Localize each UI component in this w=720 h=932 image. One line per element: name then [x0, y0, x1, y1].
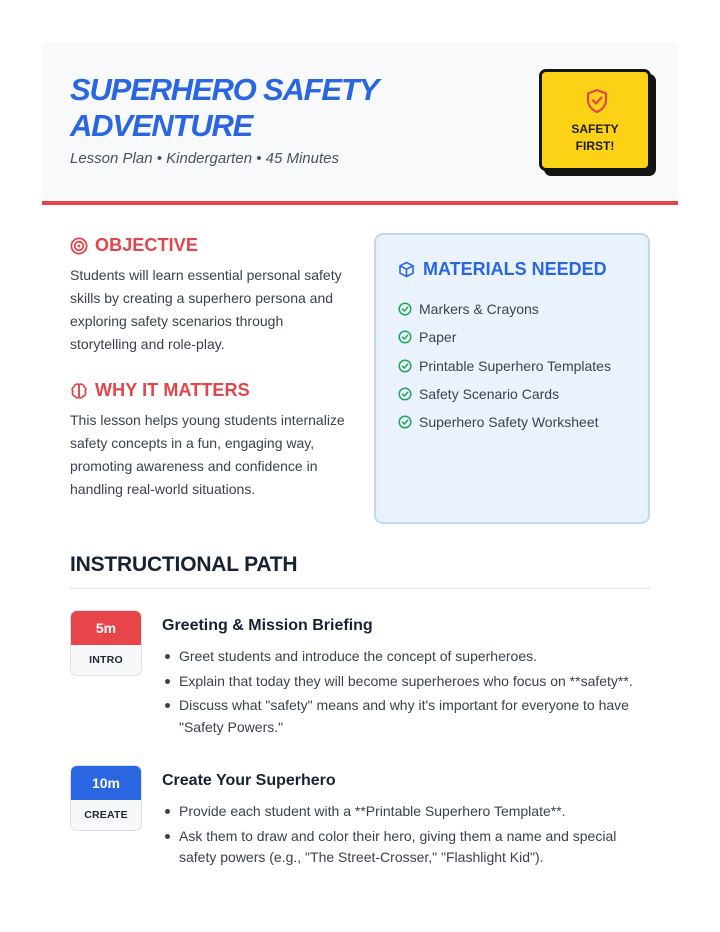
step-phase-label: INTRO [89, 654, 123, 666]
why-heading [70, 380, 250, 401]
objective-title: OBJECTIVE [95, 235, 198, 255]
badge-text: SAFETY FIRST! [571, 122, 619, 153]
material-label: Superhero Safety Worksheet [419, 414, 599, 431]
target-icon [70, 237, 88, 255]
page-subtitle: Lesson Plan • Kindergarten • 45 Minutes [70, 150, 339, 167]
materials-heading [398, 259, 607, 280]
step-create [70, 765, 650, 880]
list-item [398, 323, 611, 351]
instructional-path-title: INSTRUCTIONAL PATH [70, 553, 298, 576]
check-circle-icon [398, 387, 412, 401]
shield-icon [585, 88, 609, 114]
objective-text: Students will learn essential personal safety skills by creating a superhero persona and exploring safety scenarios through storytelling and role-play. [70, 267, 342, 352]
why-text: This lesson helps young students internalize safety concepts in a fun, engaging way, promoting awareness and confidence in handling real-world situations. [70, 412, 345, 497]
step-title: Create Your Superhero [162, 772, 336, 789]
material-label: Printable Superhero Templates [419, 357, 611, 374]
list-item [398, 408, 611, 436]
list-item: Ask them to draw and color their hero, giving them a name and special safety powers (e.g., "The Street-Crosser," "Flashlight Kid"). [162, 826, 652, 869]
step-time-tag [70, 765, 142, 831]
header-divider [42, 201, 678, 205]
page-title: SUPERHERO SAFETY ADVENTURE [70, 72, 378, 143]
step-phase-label: CREATE [84, 809, 128, 821]
material-label: Markers & Crayons [419, 301, 539, 318]
list-item [398, 295, 611, 323]
list-item: Discuss what "safety" means and why it's important for everyone to have "Safety Powers." [162, 695, 652, 738]
material-label: Safety Scenario Cards [419, 386, 560, 403]
why-title: WHY IT MATTERS [95, 380, 250, 400]
check-circle-icon [398, 302, 412, 316]
material-label: Paper [419, 329, 457, 346]
step-bullet-list [162, 646, 652, 741]
box-icon [398, 261, 415, 278]
list-item: Greet students and introduce the concept of superheroes. [162, 646, 652, 668]
materials-title: MATERIALS NEEDED [423, 259, 607, 279]
lesson-header [42, 42, 678, 202]
list-item [398, 380, 611, 408]
step-duration: 5m [71, 611, 141, 645]
check-circle-icon [398, 359, 412, 373]
step-title: Greeting & Mission Briefing [162, 617, 373, 634]
list-item [398, 352, 611, 380]
check-circle-icon [398, 415, 412, 429]
step-intro [70, 610, 650, 745]
step-duration: 10m [71, 766, 141, 800]
step-time-tag [70, 610, 142, 676]
check-circle-icon [398, 330, 412, 344]
objective-heading [70, 235, 198, 256]
step-bullet-list [162, 801, 652, 872]
list-item: Provide each student with a **Printable Superhero Template**. [162, 801, 652, 823]
list-item: Explain that today they will become superheroes who focus on **safety**. [162, 671, 652, 693]
safety-first-badge [539, 69, 651, 171]
materials-list [398, 295, 611, 436]
brain-icon [70, 382, 88, 400]
section-divider [70, 588, 650, 589]
materials-card [374, 233, 650, 524]
